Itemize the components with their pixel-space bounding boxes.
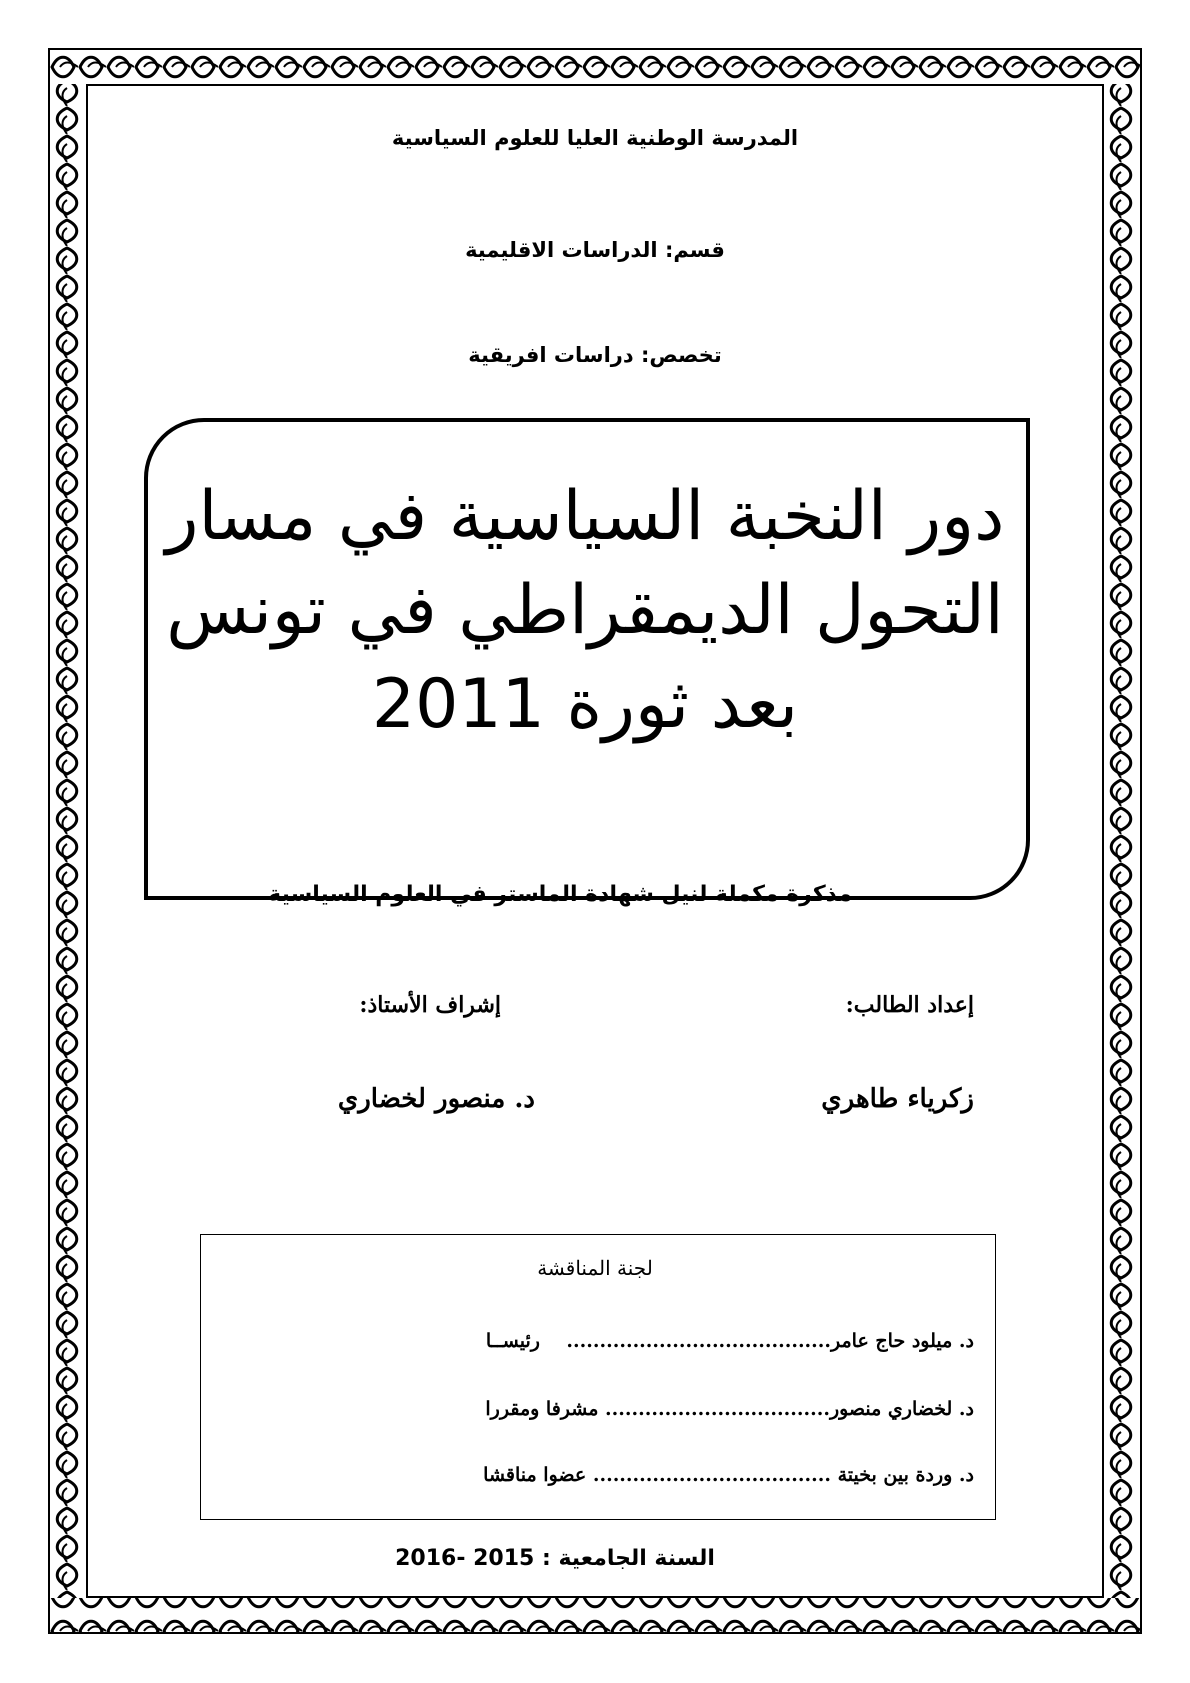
thesis-title [150,470,1020,752]
committee-title: لجنة المناقشة [537,1256,653,1280]
specialty: تخصص: دراسات افريقية [468,343,722,367]
dot-leader: ........................................ [566,1330,832,1352]
committee-member-3 [483,1464,974,1486]
title-line-2: التحول الديمقراطي في تونس [166,571,1004,650]
thesis-subtitle: مذكرة مكملة لنيل شهادة الماستر في العلوم السياسية [268,882,852,907]
member-role: عضوا مناقشا [483,1464,587,1486]
dot-leader: .................................... [592,1464,831,1486]
dot-leader: .................................. [605,1398,830,1420]
institution-name: المدرسة الوطنية العليا للعلوم السياسية [391,126,799,150]
student-label: إعداد الطالب: [845,992,974,1018]
department: قسم: الدراسات الاقليمية [465,238,725,262]
committee-member-1 [486,1330,974,1352]
supervisor-label: إشراف الأستاذ: [359,992,501,1018]
title-line-3: بعد ثورة 2011 [371,665,799,744]
title-line-1: دور النخبة السياسية في مسار [165,477,1005,556]
committee-member-2 [485,1398,974,1420]
member-name: د. ميلود حاج عامر [831,1330,974,1352]
member-name: د. لخضاري منصور [829,1398,974,1420]
member-role: مشرفا ومقررا [485,1398,599,1420]
member-role: رئيســا [485,1330,540,1352]
supervisor-name: د. منصور لخضاري [337,1084,535,1114]
student-name: زكرياء طاهري [821,1084,974,1114]
member-name: د. وردة بين بخيتة [837,1464,974,1486]
academic-year: السنة الجامعية : 2015 -2016 [395,1546,715,1571]
